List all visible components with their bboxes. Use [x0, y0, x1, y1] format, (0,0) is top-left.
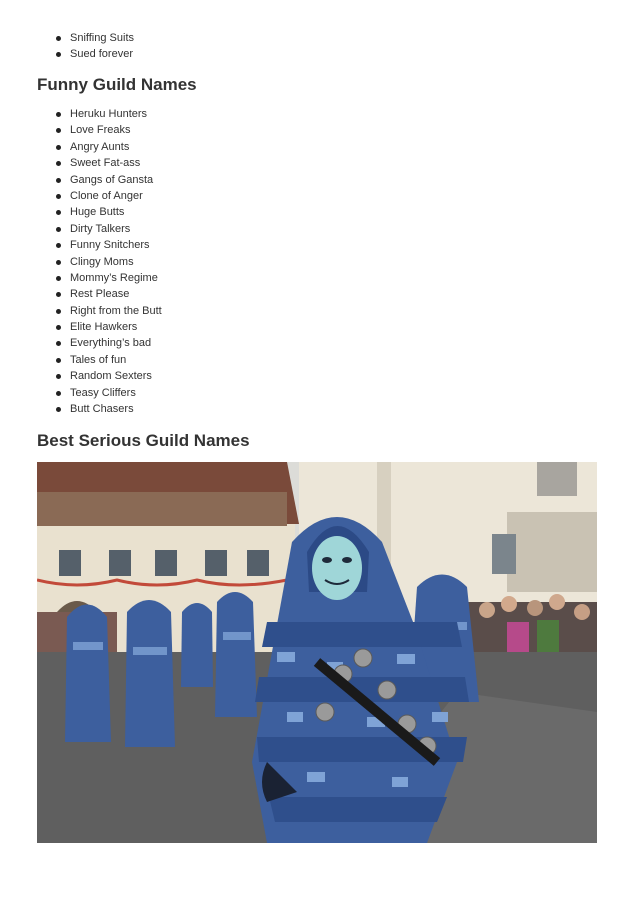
list-item: Sweet Fat-ass [56, 155, 162, 171]
list-item: Gangs of Gansta [56, 172, 162, 188]
list-item: Heruku Hunters [56, 106, 162, 122]
funny-guild-names-heading: Funny Guild Names [37, 75, 197, 94]
list-item: Sued forever [56, 46, 134, 62]
serious-guild-names-heading: Best Serious Guild Names [37, 431, 250, 450]
list-item: Mommy’s Regime [56, 270, 162, 286]
list-item: Teasy Cliffers [56, 385, 162, 401]
list-item: Clingy Moms [56, 254, 162, 270]
funny-guild-names-list [56, 106, 162, 417]
list-item: Elite Hawkers [56, 319, 162, 335]
list-item: Random Sexters [56, 368, 162, 384]
list-item: Dirty Talkers [56, 221, 162, 237]
carnival-masked-costume-photo-icon [37, 462, 597, 843]
list-item: Sniffing Suits [56, 30, 134, 46]
list-item: Huge Butts [56, 204, 162, 220]
list-item: Funny Snitchers [56, 237, 162, 253]
list-item: Everything’s bad [56, 335, 162, 351]
top-bullet-list [56, 30, 134, 63]
list-item: Butt Chasers [56, 401, 162, 417]
carnival-photo [37, 462, 597, 843]
list-item: Angry Aunts [56, 139, 162, 155]
list-item: Rest Please [56, 286, 162, 302]
list-item: Tales of fun [56, 352, 162, 368]
list-item: Right from the Butt [56, 303, 162, 319]
list-item: Clone of Anger [56, 188, 162, 204]
list-item: Love Freaks [56, 122, 162, 138]
